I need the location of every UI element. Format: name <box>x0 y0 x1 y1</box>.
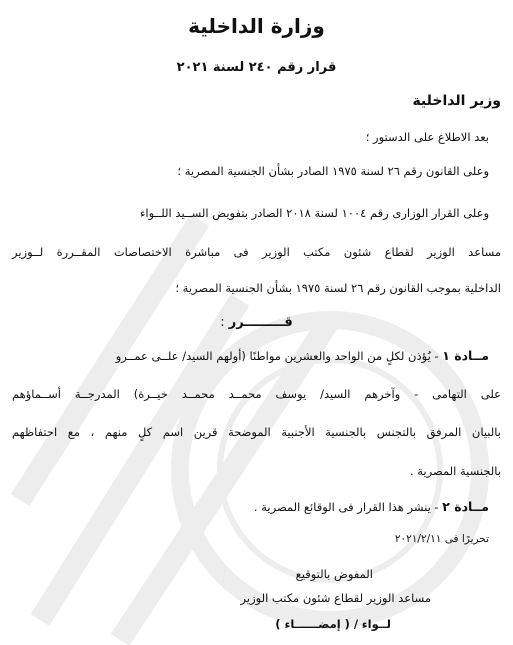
decided-label: قـــــــــرر <box>228 315 293 330</box>
preamble-line: الداخلية بموجب القانون رقم ٢٦ لسنة ١٩٧٥ بشأن الجنسية المصرية ؛ <box>175 281 501 295</box>
article-1-line: بالجنسية المصرية . <box>410 464 501 478</box>
article-1-text: - يُؤذن لكلٍ من الواحد والعشرين مواطنًا (أولهم السيد/ علــى عمــرو <box>115 349 439 363</box>
article-1-line <box>0 348 489 363</box>
date-line: تحريرًا فى ٢٠٢١/٢/١١ <box>394 533 489 545</box>
signature-delegate: المفوض بالتوقيع <box>295 567 373 581</box>
signature-signed: / ( إمضــــــاء ) <box>275 617 359 631</box>
decided-colon: : <box>220 315 225 330</box>
preamble-line: بعد الاطلاع على الدستور ؛ <box>365 130 489 144</box>
decided-heading <box>0 315 513 330</box>
decree-number: قرار رقم ٢٤٠ لسنة ٢٠٢١ <box>176 60 337 75</box>
article-1-line: على التهامى - وآخرهم السيد/ يوسف محمــد محمــد خيــرة) المدرجــة أســماؤهم <box>12 387 501 401</box>
preamble-line: وعلى القانون رقم ٢٦ لسنة ١٩٧٥ الصادر بشأن الجنسية المصرية ؛ <box>177 164 489 178</box>
article-2-text: - ينشر هذا القرار فى الوقائع المصرية . <box>253 500 439 514</box>
signature-position: مساعد الوزير لقطاع شئون مكتب الوزير <box>240 591 431 605</box>
article-1-label: مــادة ١ <box>442 348 489 363</box>
article-2-label: مــادة ٢ <box>442 499 489 514</box>
ministry-title: وزارة الداخلية <box>188 14 325 38</box>
preamble-line: مساعد الوزير لقطاع شئون مكتب الوزير فى مباشرة الاختصاصات المقــررة لــوزير <box>12 245 501 259</box>
article-2-line <box>0 499 489 514</box>
signature-rank: لــواء <box>361 617 391 631</box>
issuer-heading: وزير الداخلية <box>412 93 501 109</box>
preamble-line: وعلى القرار الوزارى رقم ١٠٠٤ لسنة ٢٠١٨ الصادر بتفويض الســيد اللــواء <box>139 206 489 220</box>
article-1-line: بالبيان المرفق بالتجنس بالجنسية الأجنبية الموضحة قرين اسم كلٍ منهم ، مع احتفاظهم <box>12 425 501 439</box>
signature-rank-line <box>0 617 391 631</box>
